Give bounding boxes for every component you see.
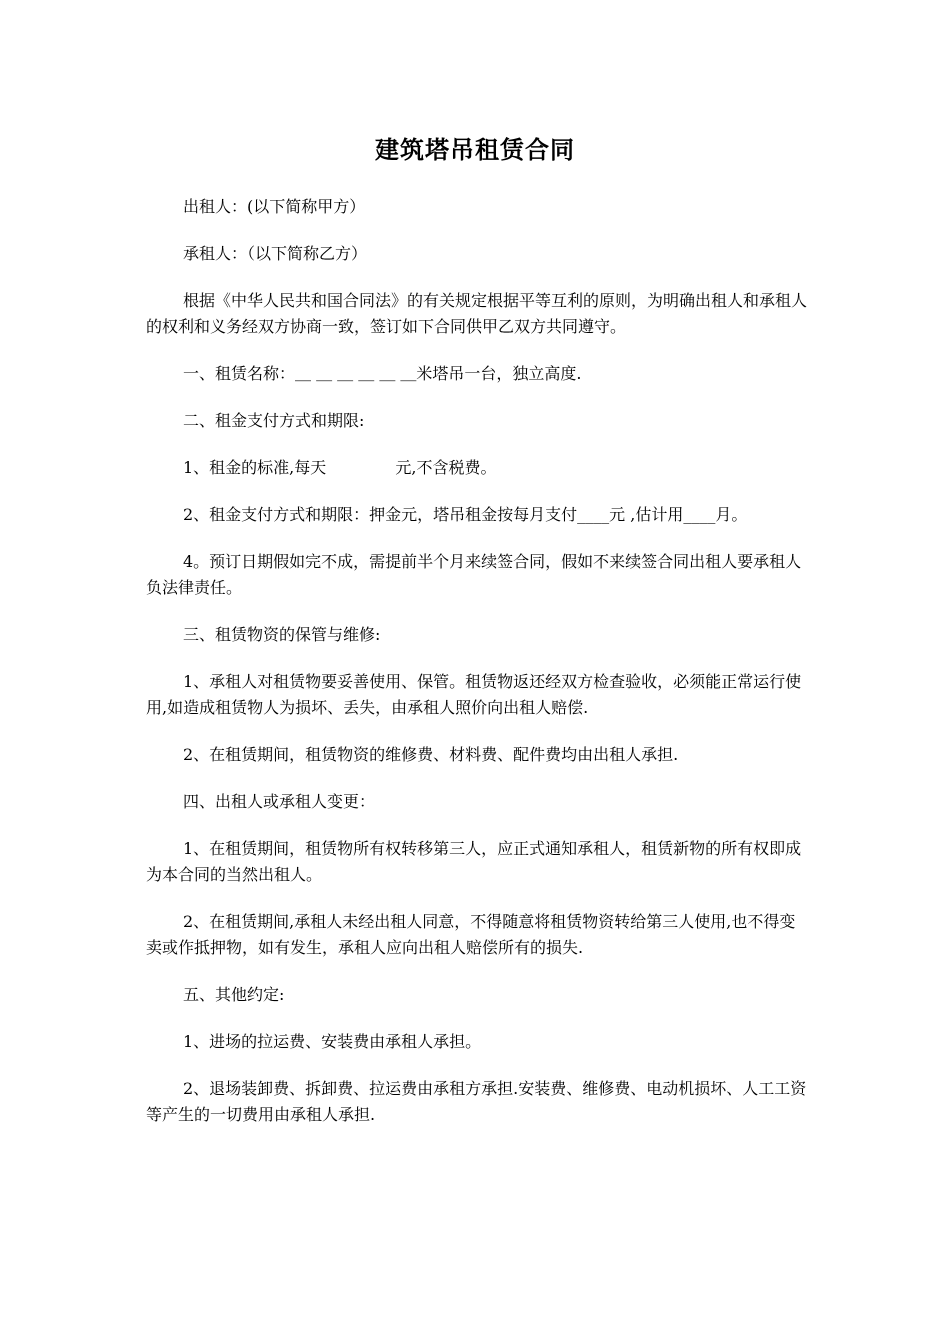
paragraph-3-2: 2、在租赁期间，租赁物资的维修费、材料费、配件费均由出租人承担. [183,745,679,764]
document-title: 建筑塔吊租赁合同 [375,135,575,164]
paragraph-lessee: 承租人：（以下简称乙方） [183,244,368,263]
document-body [146,194,808,1149]
paragraph-section-2-heading: 二、租金支付方式和期限: [183,411,365,430]
paragraph-4-2: 2、在租赁期间,承租人未经出租人同意，不得随意将租赁物资转给第三人使用,也不得变卖或作抵押物，如有发生，承租人应向出租人赔偿所有的损失. [146,912,796,957]
paragraph-5-1: 1、进场的拉运费、安装费由承租人承担。 [183,1032,482,1051]
paragraph-2-4: 4。预订日期假如完不成，需提前半个月来续签合同，假如不来续签合同出租人要承租人负法律责任。 [146,552,802,597]
paragraph-2-1: 1、租金的标准,每天 元,不含税费。 [183,458,497,477]
paragraph-section-1: 一、租赁名称：＿ ＿ ＿ ＿ ＿ ＿米塔吊一台，独立高度. [183,364,582,383]
paragraph-4-1: 1、在租赁期间，租赁物所有权转移第三人，应正式通知承租人，租赁新物的所有权即成为本合同的当然出租人。 [146,839,802,884]
paragraph-section-3-heading: 三、租赁物资的保管与维修: [183,625,381,644]
paragraph-lessor: 出租人：(以下简称甲方） [183,197,366,216]
paragraph-2-2: 2、租金支付方式和期限：押金元，塔吊租金按每月支付____元 ,估计用____月。 [183,505,748,524]
paragraph-preamble: 根据《中华人民共和国合同法》的有关规定根据平等互利的原则，为明确出租人和承租人的权利和义务经双方协商一致，签订如下合同供甲乙双方共同遵守。 [146,291,808,336]
paragraph-section-4-heading: 四、出租人或承租人变更： [183,792,376,811]
paragraph-5-2: 2、退场装卸费、拆卸费、拉运费由承租方承担.安装费、维修费、电动机损坏、人工工资等产生的一切费用由承租人承担. [146,1079,807,1124]
paragraph-3-1: 1、承租人对租赁物要妥善使用、保管。租赁物返还经双方检查验收，必须能正常运行使用,如造成租赁物人为损坏、丢失，由承租人照价向出租人赔偿. [146,672,802,717]
paragraph-section-5-heading: 五、其他约定: [183,985,285,1004]
